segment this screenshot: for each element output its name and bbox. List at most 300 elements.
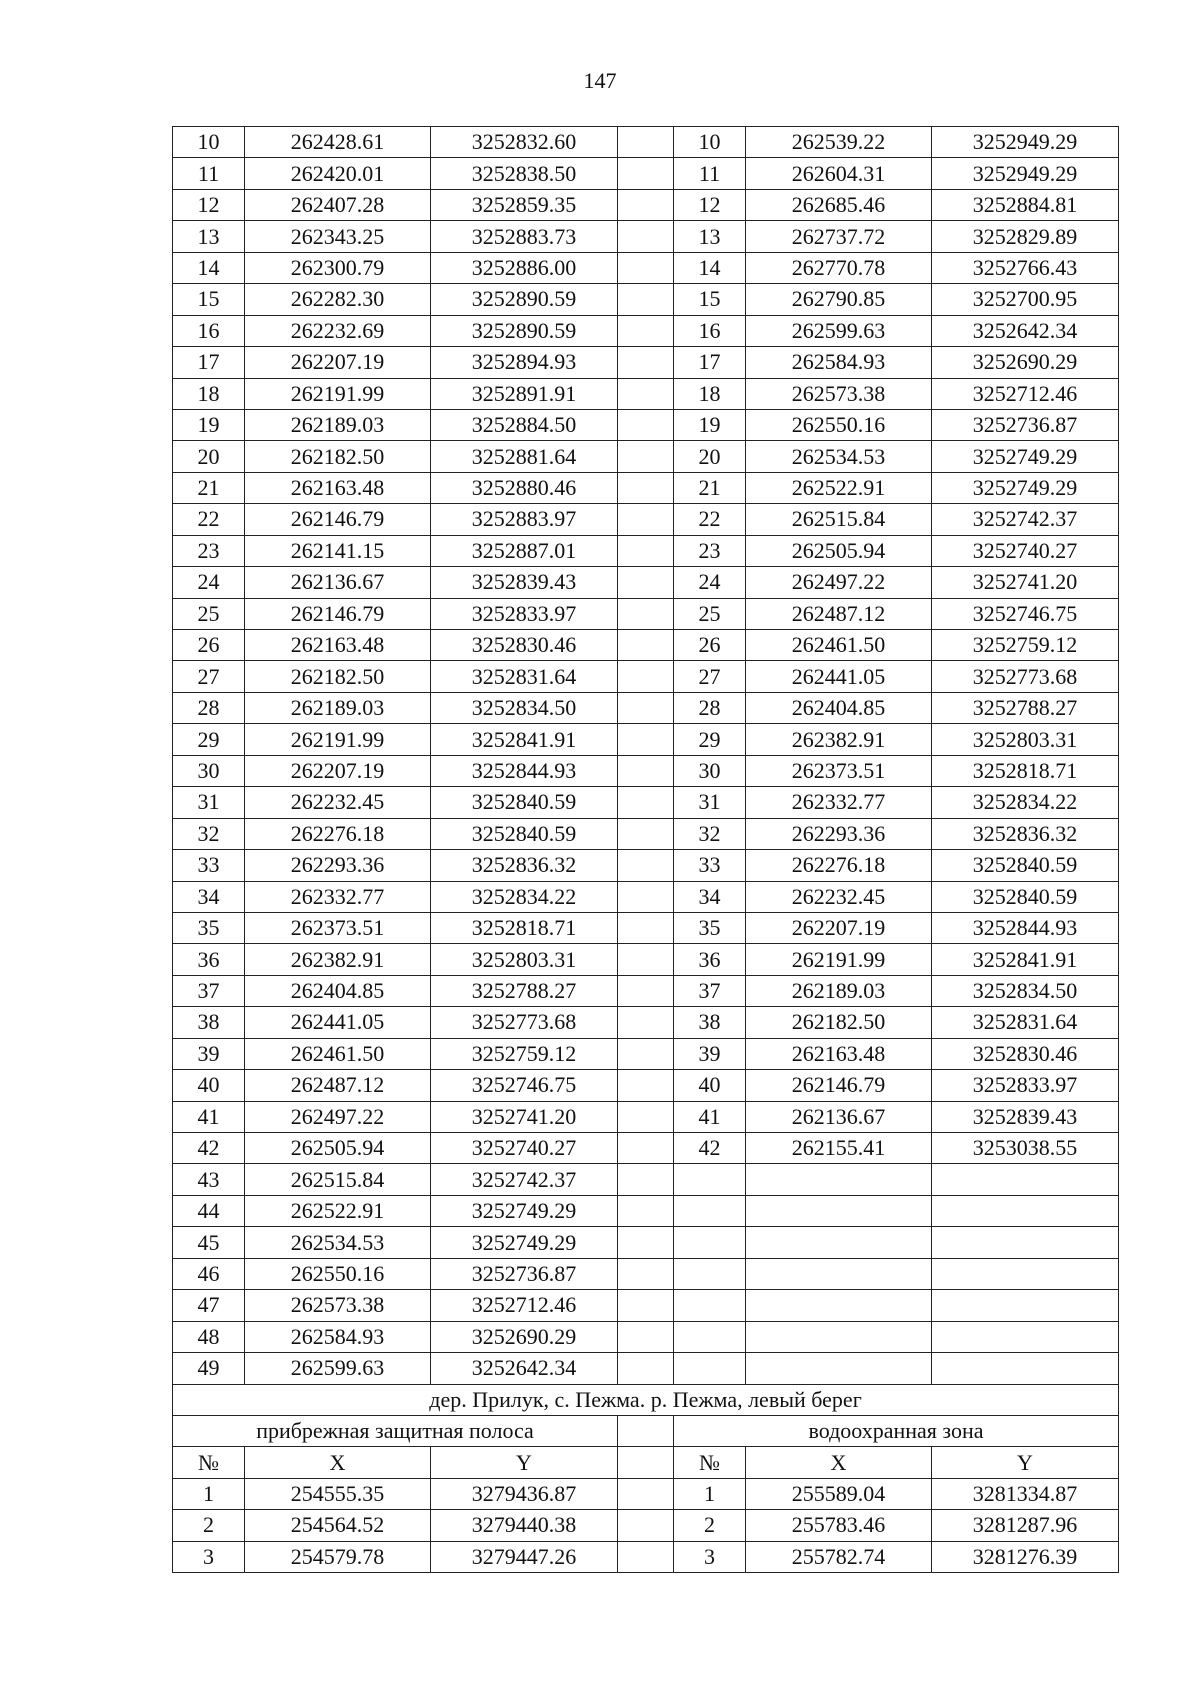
table-row [173,661,1119,692]
right-cell-n: 18 [674,378,746,409]
right-cell-y: 3252700.95 [932,284,1119,315]
left-cell-y: 3252887.01 [431,535,618,566]
left-cell-n: 41 [173,1101,245,1132]
separator-cell [618,755,674,786]
separator-cell [618,818,674,849]
left-cell-x: 262232.69 [245,315,431,346]
left-cell-y: 3252749.29 [431,1227,618,1258]
left-cell-n: 29 [173,724,245,755]
separator-cell [618,1164,674,1195]
left-cell-x: 262276.18 [245,818,431,849]
left-cell-n: 35 [173,912,245,943]
right-cell-n: 31 [674,787,746,818]
right-cell-n: 10 [674,127,746,158]
right-header-x: X [746,1447,932,1478]
table-row [173,158,1119,189]
right-cell-y: 3252836.32 [932,818,1119,849]
right-cell-y: 3252742.37 [932,504,1119,535]
left-cell-n: 39 [173,1038,245,1069]
separator-cell [618,1070,674,1101]
right-cell-y: 3253038.55 [932,1133,1119,1164]
left-cell-n: 40 [173,1070,245,1101]
left-cell-x: 262584.93 [245,1321,431,1352]
left-cell-n: 21 [173,472,245,503]
right-cell-x: 262382.91 [746,724,932,755]
separator-cell [618,472,674,503]
right-cell-x: 255783.46 [746,1510,932,1541]
right-cell-n: 24 [674,567,746,598]
separator-cell [618,1447,674,1478]
left-cell-n: 44 [173,1195,245,1226]
left-cell-n: 22 [173,504,245,535]
left-cell-x: 262189.03 [245,409,431,440]
left-cell-y: 3252712.46 [431,1290,618,1321]
right-cell-n [674,1227,746,1258]
right-cell-n: 37 [674,975,746,1006]
left-cell-x: 262207.19 [245,755,431,786]
left-cell-n: 11 [173,158,245,189]
table-row [173,567,1119,598]
left-cell-x: 262146.79 [245,598,431,629]
separator-cell [618,504,674,535]
right-cell-x [746,1164,932,1195]
left-cell-y: 3252886.00 [431,252,618,283]
right-cell-y: 3252736.87 [932,409,1119,440]
separator-cell [618,252,674,283]
left-cell-y: 3252736.87 [431,1258,618,1289]
left-cell-n: 38 [173,1007,245,1038]
left-cell-x: 262420.01 [245,158,431,189]
right-cell-x: 262534.53 [746,441,932,472]
left-cell-x: 254555.35 [245,1478,431,1509]
coordinates-table [172,126,1119,1573]
left-cell-y: 3252834.22 [431,881,618,912]
left-cell-y: 3252844.93 [431,755,618,786]
table-row [173,1101,1119,1132]
right-cell-n: 36 [674,944,746,975]
table-row [173,787,1119,818]
right-cell-n [674,1258,746,1289]
left-cell-y: 3252884.50 [431,409,618,440]
left-cell-x: 262191.99 [245,378,431,409]
left-cell-n: 42 [173,1133,245,1164]
left-cell-y: 3252859.35 [431,189,618,220]
left-cell-n: 28 [173,692,245,723]
right-cell-x: 262155.41 [746,1133,932,1164]
left-cell-x: 262300.79 [245,252,431,283]
table-row [173,1195,1119,1226]
left-cell-n: 24 [173,567,245,598]
separator-cell [618,1227,674,1258]
right-cell-y: 3252642.34 [932,315,1119,346]
separator-cell [618,1478,674,1509]
left-cell-y: 3252880.46 [431,472,618,503]
right-cell-x: 262515.84 [746,504,932,535]
separator-cell [618,724,674,755]
section-title-row [173,1384,1119,1415]
separator-cell [618,787,674,818]
right-cell-y: 3252834.50 [932,975,1119,1006]
left-cell-x: 262146.79 [245,504,431,535]
left-cell-y: 3252836.32 [431,850,618,881]
left-cell-y: 3252740.27 [431,1133,618,1164]
separator-cell [618,881,674,912]
left-cell-y: 3252741.20 [431,1101,618,1132]
coordinates-table-body [173,127,1119,1573]
left-cell-y: 3252834.50 [431,692,618,723]
right-cell-y: 3252818.71 [932,755,1119,786]
left-cell-n: 16 [173,315,245,346]
left-cell-n: 47 [173,1290,245,1321]
right-cell-y: 3252830.46 [932,1038,1119,1069]
left-cell-x: 262232.45 [245,787,431,818]
table-row [173,409,1119,440]
right-cell-n: 28 [674,692,746,723]
left-cell-y: 3252642.34 [431,1353,618,1384]
right-cell-y: 3252884.81 [932,189,1119,220]
table-row [173,504,1119,535]
table-row [173,221,1119,252]
right-cell-y [932,1290,1119,1321]
right-cell-x: 262276.18 [746,850,932,881]
left-cell-y: 3252690.29 [431,1321,618,1352]
left-cell-x: 262515.84 [245,1164,431,1195]
right-cell-y: 3252949.29 [932,158,1119,189]
right-cell-y: 3252788.27 [932,692,1119,723]
table-row [173,1227,1119,1258]
right-cell-x: 255782.74 [746,1541,932,1572]
left-cell-y: 3279447.26 [431,1541,618,1572]
separator-cell [618,598,674,629]
left-cell-y: 3252803.31 [431,944,618,975]
separator-cell [618,189,674,220]
right-cell-x: 262522.91 [746,472,932,503]
left-cell-x: 262407.28 [245,189,431,220]
table-row [173,1290,1119,1321]
separator-cell [618,1007,674,1038]
separator-cell [618,630,674,661]
table-row [173,944,1119,975]
left-cell-y: 3252759.12 [431,1038,618,1069]
table-row [173,1321,1119,1352]
separator-cell [618,850,674,881]
right-cell-n [674,1321,746,1352]
left-cell-n: 36 [173,944,245,975]
right-cell-x: 262441.05 [746,661,932,692]
right-cell-x: 262182.50 [746,1007,932,1038]
left-cell-x: 262573.38 [245,1290,431,1321]
right-cell-y: 3252831.64 [932,1007,1119,1038]
right-cell-x: 262497.22 [746,567,932,598]
left-header-y: Y [431,1447,618,1478]
right-cell-y: 3252839.43 [932,1101,1119,1132]
left-cell-n: 18 [173,378,245,409]
left-cell-y: 3252841.91 [431,724,618,755]
left-cell-y: 3252830.46 [431,630,618,661]
right-cell-y [932,1258,1119,1289]
left-cell-y: 3279440.38 [431,1510,618,1541]
right-cell-n: 22 [674,504,746,535]
right-cell-y [932,1164,1119,1195]
table-row [173,598,1119,629]
table-row [173,1510,1119,1541]
right-cell-n: 15 [674,284,746,315]
separator-cell [618,347,674,378]
separator-cell [618,1195,674,1226]
left-cell-x: 262505.94 [245,1133,431,1164]
table-row [173,1070,1119,1101]
separator-cell [618,1353,674,1384]
separator-cell [618,1415,674,1446]
right-cell-x: 262373.51 [746,755,932,786]
table-row [173,127,1119,158]
left-cell-x: 262141.15 [245,535,431,566]
left-cell-y: 3252894.93 [431,347,618,378]
left-cell-y: 3252788.27 [431,975,618,1006]
right-cell-n: 29 [674,724,746,755]
left-cell-x: 254564.52 [245,1510,431,1541]
right-cell-x: 262487.12 [746,598,932,629]
separator-cell [618,158,674,189]
right-cell-x [746,1258,932,1289]
right-cell-x: 262550.16 [746,409,932,440]
left-cell-y: 3252742.37 [431,1164,618,1195]
left-cell-n: 2 [173,1510,245,1541]
right-cell-n: 23 [674,535,746,566]
table-row [173,850,1119,881]
right-cell-y: 3252844.93 [932,912,1119,943]
right-cell-n: 11 [674,158,746,189]
right-cell-y [932,1227,1119,1258]
right-cell-y: 3252834.22 [932,787,1119,818]
right-cell-y: 3252766.43 [932,252,1119,283]
left-cell-y: 3252840.59 [431,787,618,818]
left-cell-n: 43 [173,1164,245,1195]
left-cell-n: 45 [173,1227,245,1258]
right-cell-x: 262191.99 [746,944,932,975]
column-header-row [173,1447,1119,1478]
left-cell-n: 32 [173,818,245,849]
right-cell-x: 262790.85 [746,284,932,315]
separator-cell [618,944,674,975]
right-cell-y: 3252746.75 [932,598,1119,629]
right-cell-y: 3252841.91 [932,944,1119,975]
left-cell-x: 262534.53 [245,1227,431,1258]
right-cell-n: 16 [674,315,746,346]
left-cell-y: 3252890.59 [431,284,618,315]
table-row [173,1038,1119,1069]
left-cell-x: 262163.48 [245,630,431,661]
left-cell-x: 262182.50 [245,661,431,692]
right-cell-y: 3281287.96 [932,1510,1119,1541]
right-cell-n: 35 [674,912,746,943]
left-cell-n: 48 [173,1321,245,1352]
left-cell-n: 23 [173,535,245,566]
right-cell-x: 262604.31 [746,158,932,189]
table-row [173,1258,1119,1289]
left-cell-y: 3252890.59 [431,315,618,346]
right-cell-y: 3252773.68 [932,661,1119,692]
table-row [173,252,1119,283]
table-row [173,1133,1119,1164]
left-cell-x: 262522.91 [245,1195,431,1226]
left-cell-x: 262191.99 [245,724,431,755]
separator-cell [618,1038,674,1069]
right-cell-x: 262539.22 [746,127,932,158]
left-cell-n: 20 [173,441,245,472]
right-cell-n: 13 [674,221,746,252]
left-cell-n: 1 [173,1478,245,1509]
right-cell-x [746,1227,932,1258]
separator-cell [618,912,674,943]
right-cell-n [674,1290,746,1321]
left-cell-x: 262293.36 [245,850,431,881]
right-cell-n: 27 [674,661,746,692]
section-title: дер. Прилук, с. Пежма. р. Пежма, левый берег [173,1384,1119,1415]
table-row [173,1541,1119,1572]
separator-cell [618,378,674,409]
right-cell-n: 34 [674,881,746,912]
right-cell-x [746,1353,932,1384]
left-cell-x: 262207.19 [245,347,431,378]
left-cell-n: 13 [173,221,245,252]
left-cell-x: 262163.48 [245,472,431,503]
left-cell-n: 25 [173,598,245,629]
table-row [173,535,1119,566]
left-cell-y: 3252746.75 [431,1070,618,1101]
right-cell-x: 262770.78 [746,252,932,283]
separator-cell [618,221,674,252]
left-cell-n: 33 [173,850,245,881]
table-row [173,1164,1119,1195]
right-zone-header: водоохранная зона [674,1415,1119,1446]
left-cell-y: 3252773.68 [431,1007,618,1038]
right-cell-n: 21 [674,472,746,503]
left-cell-y: 3252881.64 [431,441,618,472]
separator-cell [618,1101,674,1132]
table-row [173,1007,1119,1038]
left-cell-y: 3252891.91 [431,378,618,409]
separator-cell [618,1290,674,1321]
left-cell-n: 14 [173,252,245,283]
separator-cell [618,1541,674,1572]
separator-cell [618,441,674,472]
right-cell-x: 262136.67 [746,1101,932,1132]
right-cell-n: 33 [674,850,746,881]
right-cell-y: 3252740.27 [932,535,1119,566]
zone-header-row [173,1415,1119,1446]
left-cell-n: 46 [173,1258,245,1289]
left-cell-y: 3252883.73 [431,221,618,252]
left-cell-x: 262550.16 [245,1258,431,1289]
table-row [173,1478,1119,1509]
right-cell-y: 3252749.29 [932,441,1119,472]
right-cell-x: 262737.72 [746,221,932,252]
left-cell-y: 3252838.50 [431,158,618,189]
right-cell-x [746,1195,932,1226]
separator-cell [618,409,674,440]
right-cell-x: 262232.45 [746,881,932,912]
left-cell-x: 262182.50 [245,441,431,472]
right-cell-x [746,1321,932,1352]
separator-cell [618,315,674,346]
right-cell-n [674,1164,746,1195]
left-cell-x: 262189.03 [245,692,431,723]
left-cell-n: 30 [173,755,245,786]
page-number: 147 [583,68,617,93]
left-header-x: X [245,1447,431,1478]
left-cell-y: 3252833.97 [431,598,618,629]
right-cell-n: 41 [674,1101,746,1132]
left-cell-x: 262373.51 [245,912,431,943]
left-cell-y: 3252883.97 [431,504,618,535]
right-cell-y: 3252829.89 [932,221,1119,252]
left-cell-x: 262136.67 [245,567,431,598]
left-cell-x: 262428.61 [245,127,431,158]
table-row [173,1353,1119,1384]
right-cell-x: 262404.85 [746,692,932,723]
right-cell-n: 20 [674,441,746,472]
left-cell-n: 19 [173,409,245,440]
right-cell-x: 262685.46 [746,189,932,220]
right-cell-y [932,1195,1119,1226]
left-cell-n: 26 [173,630,245,661]
left-cell-y: 3279436.87 [431,1478,618,1509]
right-cell-y: 3252749.29 [932,472,1119,503]
right-cell-y [932,1321,1119,1352]
right-cell-y: 3252690.29 [932,347,1119,378]
right-cell-x: 262461.50 [746,630,932,661]
right-cell-x: 262505.94 [746,535,932,566]
right-cell-n: 2 [674,1510,746,1541]
left-cell-n: 37 [173,975,245,1006]
separator-cell [618,127,674,158]
left-cell-n: 15 [173,284,245,315]
right-cell-y [932,1353,1119,1384]
right-cell-x: 262146.79 [746,1070,932,1101]
right-cell-n: 32 [674,818,746,849]
table-row [173,881,1119,912]
right-cell-x: 262599.63 [746,315,932,346]
table-row [173,441,1119,472]
left-cell-y: 3252839.43 [431,567,618,598]
separator-cell [618,661,674,692]
right-cell-n [674,1195,746,1226]
left-cell-n: 17 [173,347,245,378]
table-row [173,755,1119,786]
right-cell-x [746,1290,932,1321]
separator-cell [618,567,674,598]
right-cell-n [674,1353,746,1384]
separator-cell [618,535,674,566]
table-row [173,975,1119,1006]
right-cell-n: 30 [674,755,746,786]
right-cell-n: 1 [674,1478,746,1509]
right-cell-y: 3252840.59 [932,850,1119,881]
right-cell-y: 3281334.87 [932,1478,1119,1509]
table-row [173,347,1119,378]
table-row [173,315,1119,346]
right-cell-y: 3252949.29 [932,127,1119,158]
right-cell-y: 3252712.46 [932,378,1119,409]
table-row [173,284,1119,315]
right-cell-y: 3281276.39 [932,1541,1119,1572]
left-cell-x: 262343.25 [245,221,431,252]
table-row [173,724,1119,755]
table-row [173,378,1119,409]
right-cell-x: 262207.19 [746,912,932,943]
right-cell-n: 26 [674,630,746,661]
